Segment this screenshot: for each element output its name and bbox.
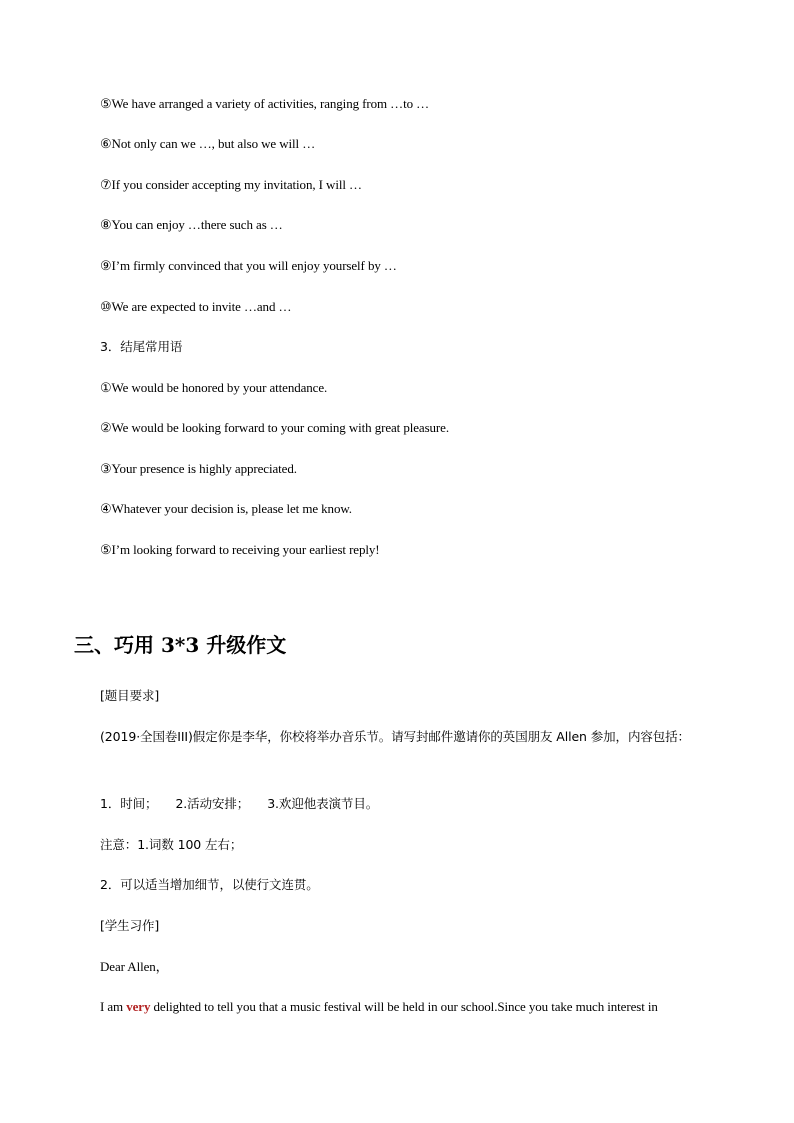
task-text: (2019·全国卷III)假定你是李华，你校将举办音乐节。请写封邮件邀请你的英国朋友 Allen 参加，内容包括： (100, 729, 690, 744)
phrase-8: ⑧You can enjoy …there such as … (100, 217, 283, 232)
phrase-6: ⑥Not only can we …, but also we will … (100, 136, 316, 151)
task-point-1: 1．时间； (100, 796, 158, 811)
note-1: 注意：1.词数 100 左右； (100, 837, 243, 852)
note-2: 2．可以适当增加细节，以使行文连贯。 (100, 877, 319, 892)
task-label: [题目要求] (100, 688, 160, 703)
closing-5: ⑤I’m looking forward to receiving your earliest reply! (100, 542, 380, 557)
essay-before: I am (100, 999, 127, 1014)
phrase-10: ⑩We are expected to invite …and … (100, 299, 292, 314)
essay-after: delighted to tell you that a music festival will be held in our school.Since you take much interest in (150, 999, 658, 1014)
phrase-9: ⑨I’m firmly convinced that you will enjoy yourself by … (100, 258, 397, 273)
student-label: [学生习作] (100, 918, 160, 933)
essay-highlight: very (126, 999, 151, 1014)
section-title: 三、巧用 3*3 升级作文 (74, 633, 287, 657)
task-point-3: 3.欢迎他表演节目。 (267, 796, 379, 811)
essay-line (100, 999, 658, 1015)
greeting: Dear Allen， (100, 959, 169, 974)
closing-heading: 3．结尾常用语 (100, 339, 183, 354)
closing-2: ②We would be looking forward to your coming with great pleasure. (100, 420, 449, 435)
closing-4: ④Whatever your decision is, please let me know. (100, 501, 352, 516)
phrase-7: ⑦If you consider accepting my invitation, I will … (100, 177, 362, 192)
closing-1: ①We would be honored by your attendance. (100, 380, 328, 395)
phrase-5: ⑤We have arranged a variety of activities, ranging from …to … (100, 96, 430, 111)
closing-3: ③Your presence is highly appreciated. (100, 461, 297, 476)
task-points (100, 796, 378, 812)
task-point-2: 2.活动安排； (175, 796, 250, 811)
